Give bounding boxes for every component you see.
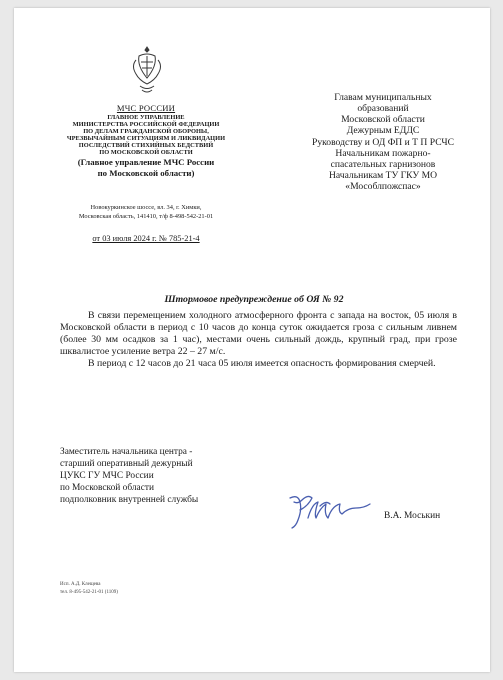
document-title: Штормовое предупреждение об ОЯ № 92 <box>164 294 344 305</box>
recipient-line: «Мособлпожспас» <box>345 181 421 192</box>
recipient-line: Руководству и ОД ФП и Т П РСЧС <box>311 136 454 148</box>
org-line: ЧРЕЗВЫЧАЙНЫМ СИТУАЦИЯМ И ЛИКВИДАЦИИ <box>66 135 226 143</box>
recipient-line: Начальникам пожарно- <box>335 147 431 159</box>
signer-line: Заместитель начальника центра - <box>60 447 193 457</box>
org-line: МИНИСТЕРСТВА РОССИЙСКОЙ ФЕДЕРАЦИИ <box>72 120 220 128</box>
org-line: ГЛАВНОЕ УПРАВЛЕНИЕ <box>107 113 185 121</box>
org-address <box>36 204 256 221</box>
executor-phone: тел. 8-495-542-21-01 (1109) <box>60 589 118 595</box>
org-line: ПОСЛЕДСТВИЙ СТИХИЙНЫХ БЕДСТВИЙ <box>78 142 214 150</box>
handwritten-signature <box>280 484 380 534</box>
recipients-block <box>290 92 476 192</box>
document-page <box>14 8 490 672</box>
recipient-line: Дежурным ЕДДС <box>346 125 420 137</box>
document-body <box>60 310 457 370</box>
address-line: Новокуркинское шоссе, вл. 34, г. Химки, <box>90 204 202 211</box>
address-line: Московская область, 141410, т/ф 8-498-542-21-01 <box>78 212 214 220</box>
body-paragraph: В период с 12 часов до 21 часа 05 июля имеется опасность формирования смерчей. <box>88 357 436 369</box>
emchs-emblem-icon <box>130 44 164 98</box>
org-line: ПО МОСКОВСКОЙ ОБЛАСТИ <box>99 149 193 157</box>
body-paragraph: В связи перемещением холодного атмосферного фронта с запада на восток, 05 июля в Московской области в период с 10 часов до конца суток ожидается гроза с сильным ливнем (более 30 мм осадков за 1 час), местами очень сильный дождь, крупный град, при грозе шквалистое усиление ветра 22 – 27 м/с. <box>60 310 457 357</box>
org-short-name: (Главное управление МЧС России <box>77 156 215 167</box>
signer-line: ЦУКС ГУ МЧС России <box>60 471 154 482</box>
org-short-name: по Московской области) <box>97 167 195 178</box>
executor-block <box>60 581 118 596</box>
recipient-line: Главам муниципальных <box>334 92 432 103</box>
org-line: ПО ДЕЛАМ ГРАЖДАНСКОЙ ОБОРОНЫ, <box>83 127 209 135</box>
signer-line: по Московской области <box>60 483 154 494</box>
signer-block <box>60 446 260 506</box>
executor-name: Исп. А.Д. Клещева <box>60 582 101 587</box>
signer-line: старший оперативный дежурный <box>60 459 193 470</box>
recipient-line: образований <box>357 103 409 115</box>
org-name: МЧС РОССИИ <box>116 103 176 113</box>
recipient-line: Начальникам ТУ ГКУ МО <box>328 169 438 181</box>
date-number-text: от 03 июля 2024 г. № 785-21-4 <box>92 234 200 243</box>
recipient-line: спасательных гарнизонов <box>330 158 436 170</box>
recipient-line: Московской области <box>341 114 425 126</box>
signer-name: В.А. Моськин <box>384 511 441 521</box>
document-date-number <box>36 234 256 243</box>
organization-block <box>36 104 256 178</box>
signer-line: подполковник внутренней службы <box>60 495 199 506</box>
